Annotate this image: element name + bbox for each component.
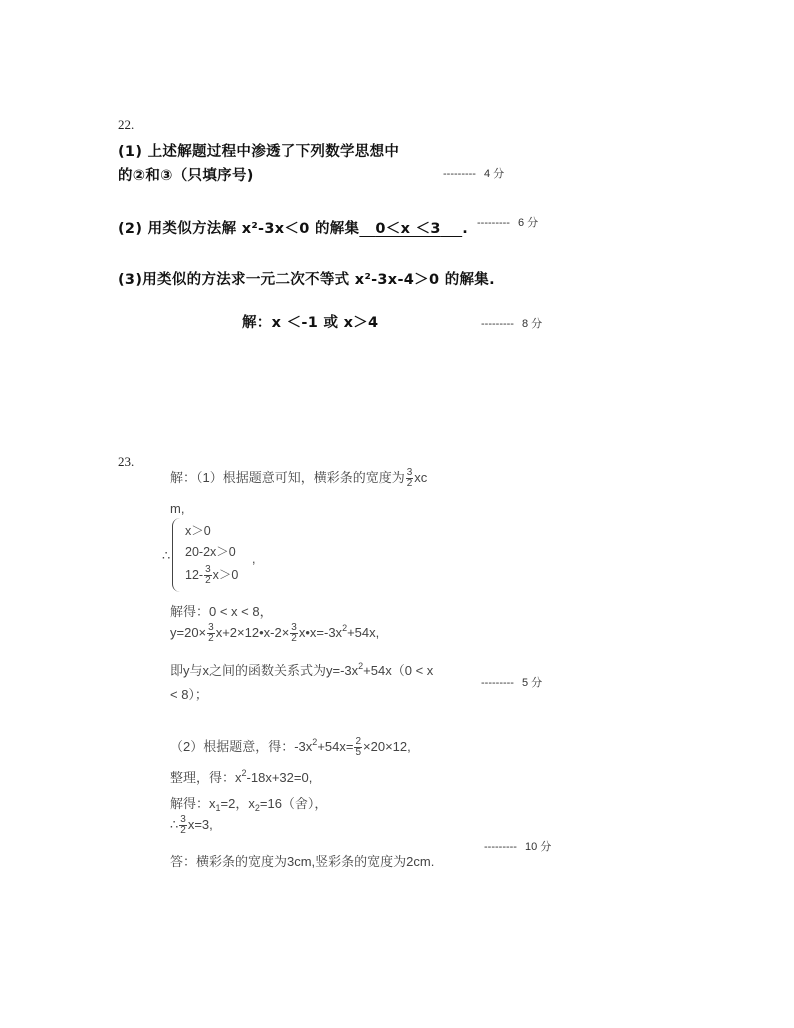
numerator: 3 <box>208 622 214 633</box>
system-comma: , <box>252 552 256 566</box>
text: =16（舍）， <box>259 796 328 811</box>
q22-score3 <box>481 315 542 331</box>
denominator: 2 <box>291 633 297 644</box>
text: x＞0 <box>212 568 239 582</box>
q23-line1 <box>170 467 427 489</box>
q22-part2 <box>118 217 468 238</box>
score-value: 5 分 <box>521 677 543 689</box>
fraction <box>179 815 187 836</box>
score-dash: --------- <box>484 841 517 853</box>
score-value: 6 分 <box>517 217 539 229</box>
denominator: 2 <box>406 478 413 490</box>
therefore-symbol: ∴ <box>170 816 179 832</box>
q22-number: 22. <box>118 117 135 132</box>
q23-line2: m, <box>170 501 185 516</box>
denominator: 5 <box>355 747 362 759</box>
q23-line3: 解得：0 < x < 8， <box>170 604 273 619</box>
score-dash: --------- <box>443 168 476 180</box>
numerator: 3 <box>180 814 186 825</box>
superscript: 2 <box>342 622 348 633</box>
q23-line4 <box>170 623 379 644</box>
text: y=20× <box>170 624 207 640</box>
fraction <box>207 623 215 644</box>
numerator: 3 <box>406 467 413 479</box>
q22-part1-line1: (1) 上述解题过程中渗透了下列数学思想中 <box>118 144 400 160</box>
subscript: 1 <box>215 803 221 813</box>
q22-score1 <box>443 165 504 181</box>
answer-text: 0＜x ＜3 <box>375 221 441 237</box>
score-dash: --------- <box>477 217 510 229</box>
text: 解：（1）根据题意可知，横彩条的宽度为 <box>170 470 405 485</box>
denominator: 2 <box>205 575 211 587</box>
q22-part2-suffix: . <box>462 221 468 237</box>
fraction <box>406 468 414 489</box>
numerator: 3 <box>205 564 211 576</box>
text: =2，x <box>220 796 255 811</box>
q23-final-answer: 答：横彩条的宽度为3cm,竖彩条的宽度为2cm. <box>170 854 435 869</box>
q22-part2-answer <box>359 221 462 237</box>
denominator: 2 <box>180 825 186 836</box>
text: +54x, <box>347 624 380 640</box>
system-row-1: x＞0 <box>185 524 211 538</box>
text: ×20×12, <box>363 739 411 754</box>
fraction <box>204 565 212 586</box>
superscript: 2 <box>358 661 364 671</box>
q23-part2-line4 <box>170 815 213 836</box>
text: 即y与x之间的函数关系式为y=-3x <box>170 663 359 678</box>
superscript: 2 <box>312 737 318 747</box>
system-row-3 <box>185 565 238 586</box>
superscript: 2 <box>241 768 247 778</box>
text: x•x=-3x <box>298 624 343 640</box>
q22-part2-prefix: (2) 用类似方法解 x²-3x＜0 的解集 <box>118 221 360 237</box>
q23-score10 <box>484 838 551 854</box>
score-value: 10 分 <box>524 841 552 853</box>
score-value: 8 分 <box>521 318 543 330</box>
q23-part2-line2 <box>170 767 312 786</box>
text: x+2×12•x-2× <box>215 624 290 640</box>
text: 解得：x <box>170 796 216 811</box>
fraction <box>354 737 362 758</box>
score-dash: --------- <box>481 318 514 330</box>
text: 整理，得：x <box>170 770 242 785</box>
system-row-2: 20-2x＞0 <box>185 545 236 559</box>
q23-number: 23. <box>118 454 135 469</box>
text: xc <box>414 470 428 485</box>
numerator: 3 <box>291 622 297 633</box>
q23-line6: < 8）； <box>170 687 208 702</box>
q23-part2-line1 <box>170 736 411 758</box>
text: （2）根据题意，得：-3x <box>170 739 313 754</box>
fraction <box>290 623 298 644</box>
subscript: 2 <box>254 803 260 813</box>
text: 12- <box>185 568 204 582</box>
text: x=3, <box>187 816 213 832</box>
q23-score5 <box>481 674 542 690</box>
score-dash: --------- <box>481 677 514 689</box>
q22-part3: (3)用类似的方法求一元二次不等式 x²-3x-4＞0 的解集. <box>118 272 495 288</box>
q23-part2-line3 <box>170 793 327 812</box>
text: +54x= <box>317 739 354 754</box>
q22-part1-line2: 的②和③（只填序号) <box>118 168 254 184</box>
text: +54x（0 < x <box>363 663 434 678</box>
system-brace <box>172 518 183 592</box>
text: -18x+32=0, <box>246 770 313 785</box>
q23-line5 <box>170 660 433 679</box>
score-value: 4 分 <box>483 168 505 180</box>
q22-score2 <box>477 214 538 230</box>
therefore-symbol: ∴ <box>162 548 171 563</box>
numerator: 2 <box>355 736 362 748</box>
q22-answer3: 解：x ＜-1 或 x＞4 <box>242 315 379 331</box>
denominator: 2 <box>208 633 214 644</box>
